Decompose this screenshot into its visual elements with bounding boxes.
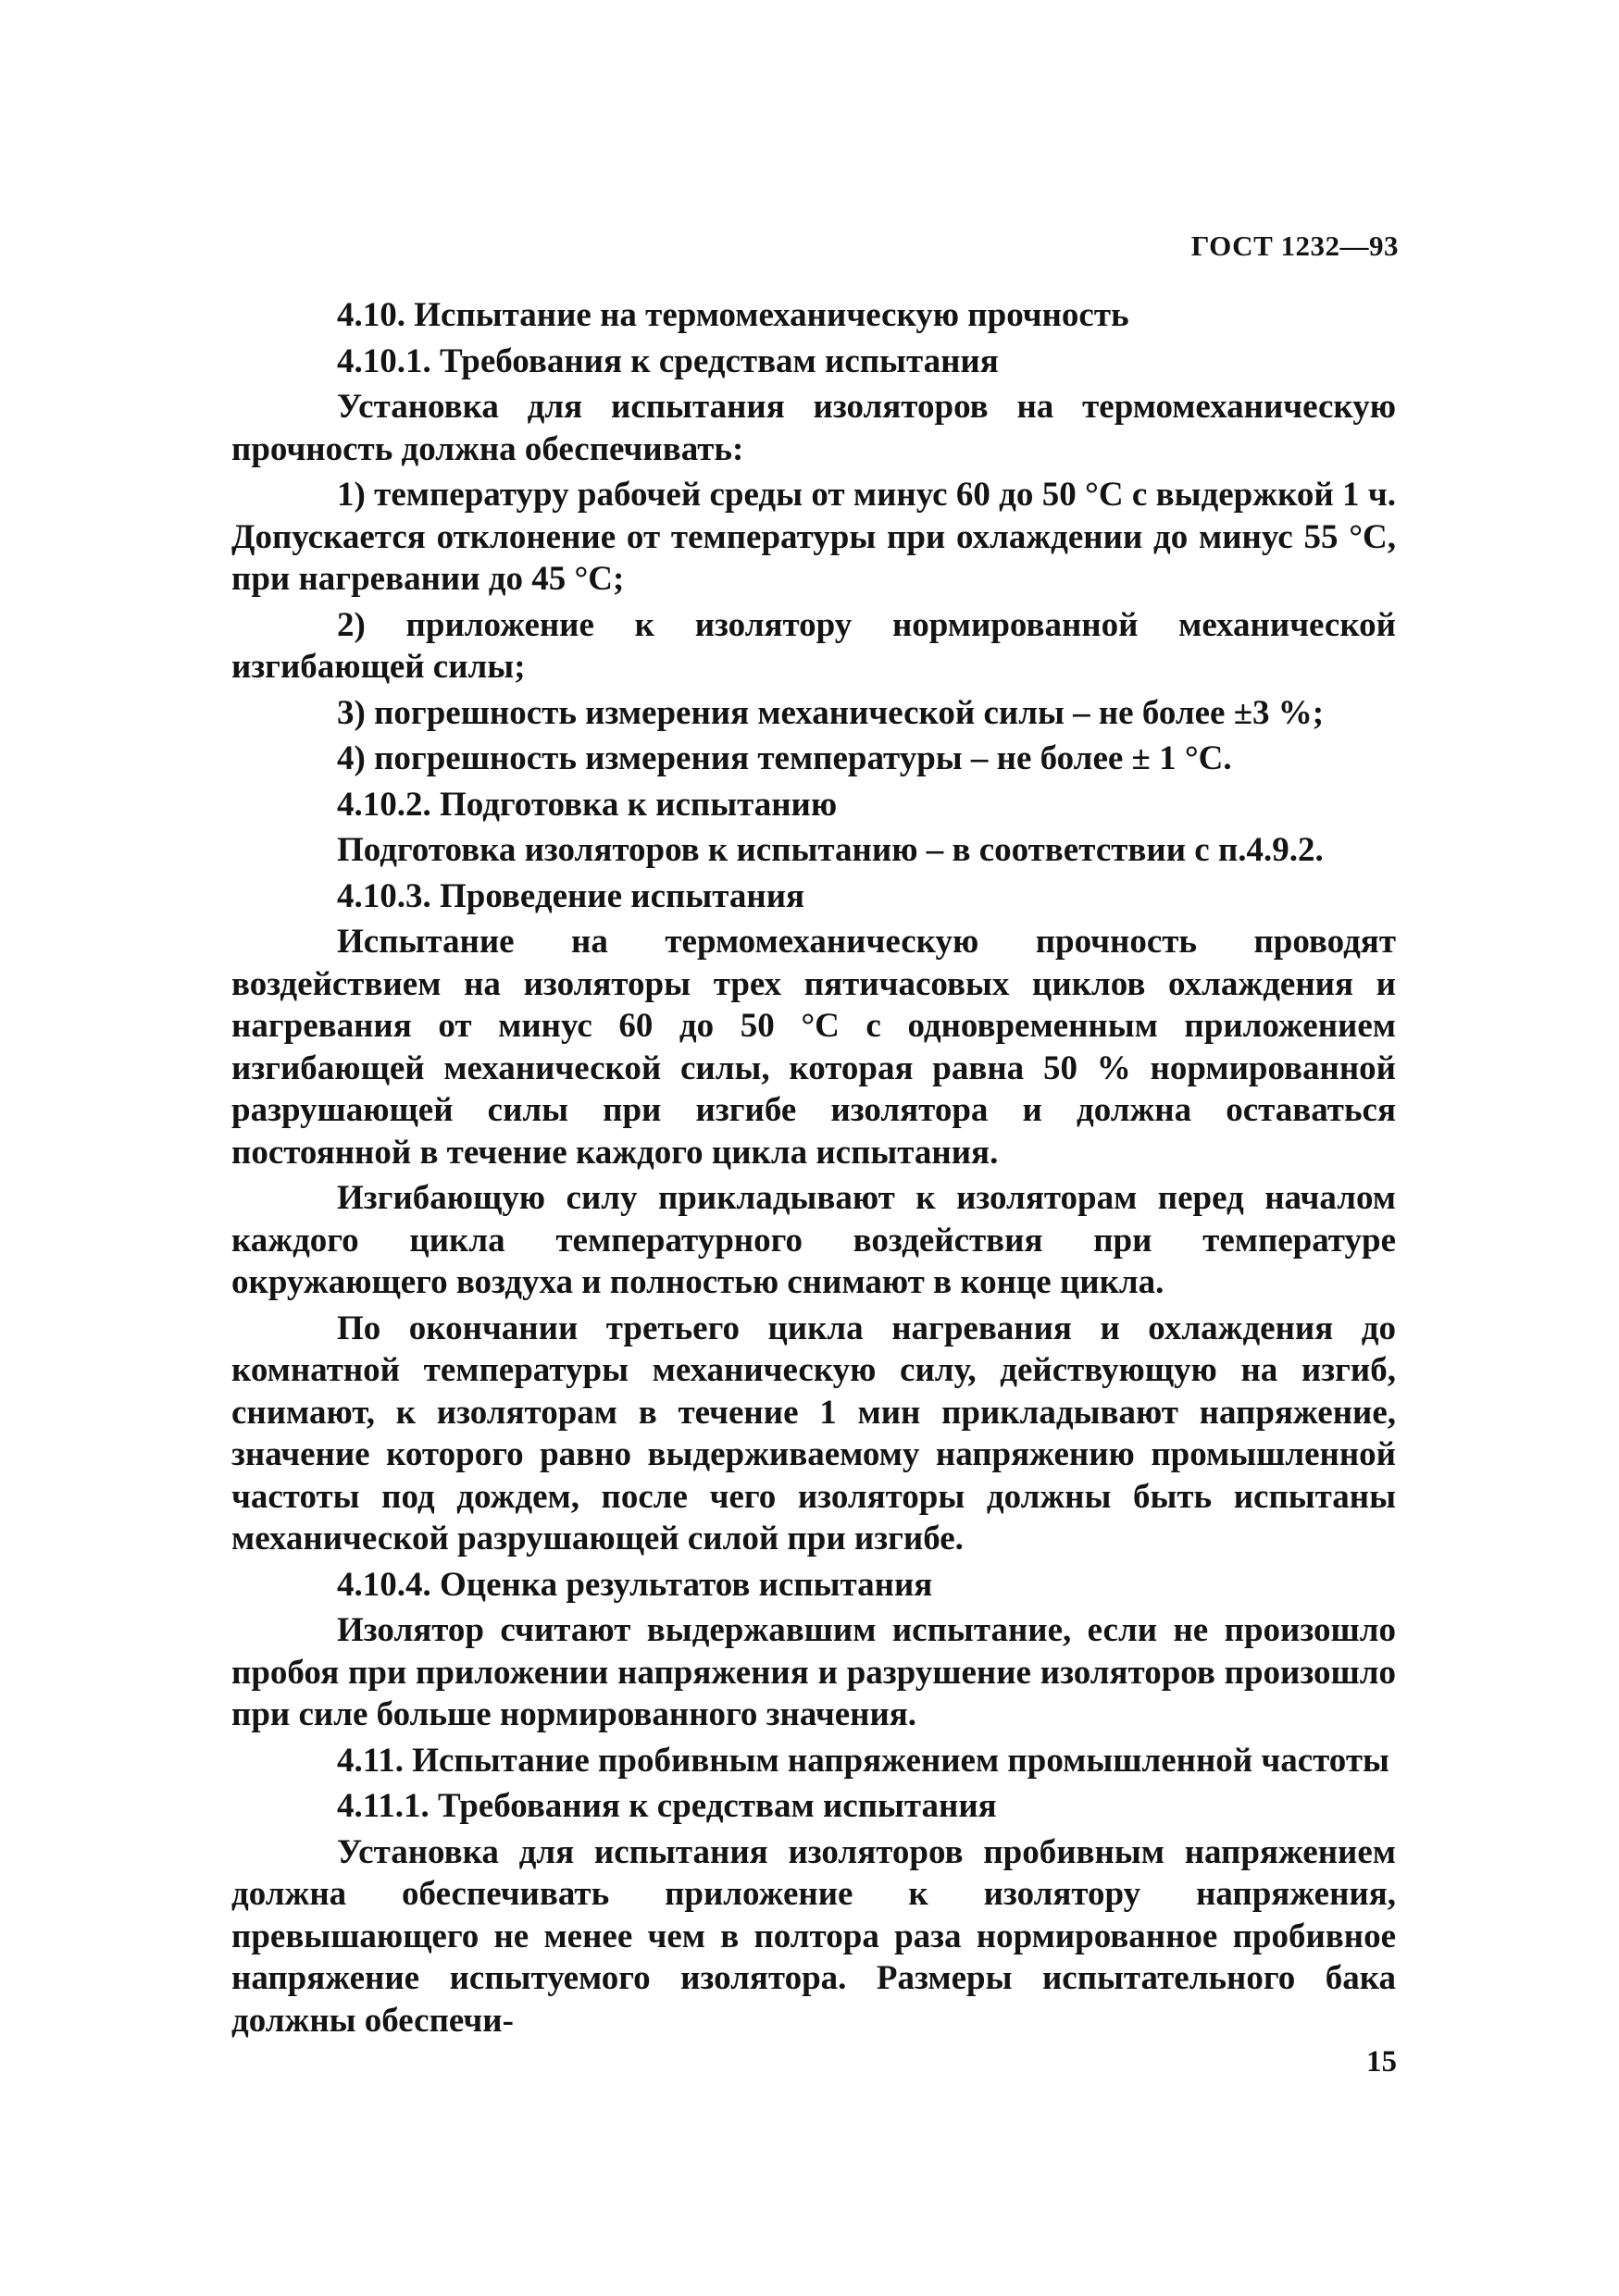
list-item-1-temperature: 1) температуру рабочей среды от минус 60 до 50 °C с выдержкой 1 ч. Допускается отклонение от температуры при охлаждении до минус 55 °C, при нагревании до 45 °C; [231,476,1396,598]
subsection-heading-4-10-3: 4.10.3. Проведение испытания [337,876,805,915]
document-code-header: ГОСТ 1232—93 [1190,230,1399,262]
paragraph-installation-requirements: Установка для испытания изоляторов на термомеханическую прочность должна обеспечивать: [231,388,1396,468]
section-heading-4-11: 4.11. Испытание пробивным напряжением промышленной частоты [337,1741,1389,1780]
section-heading-4-10: 4.10. Испытание на термомеханическую прочность [337,296,1129,334]
page-number: 15 [1366,2045,1397,2079]
subsection-heading-4-10-2: 4.10.2. Подготовка к испытанию [337,785,838,824]
paragraph-breakdown-installation: Установка для испытания изоляторов пробивным напряжением должна обеспечивать приложение к изолятору напряжения, превышающего не менее чем в полтора раза нормированное пробивное напряжение испытуемого изолятора. Размеры испытательного бака должны обеспечи- [231,1832,1396,2040]
paragraph-evaluation: Изолятор считают выдержавшим испытание, если не произошло пробоя при приложении напряжения и разрушение изоляторов произошло при силе больше нормированного значения. [231,1611,1396,1733]
list-item-2-bending-force: 2) приложение к изолятору нормированной механической изгибающей силы; [231,605,1396,686]
subsection-heading-4-11-1: 4.11.1. Требования к средствам испытания [337,1787,997,1825]
list-item-3-force-error: 3) погрешность измерения механической силы – не более ±3 %; [337,693,1325,732]
paragraph-after-third-cycle: По окончании третьего цикла нагревания и охлаждения до комнатной температуры механическую силу, действующую на изгиб, снимают, к изоляторам в течение 1 мин прикладывают напряжение, значение которого равно выдерживаемому напряжению промышленной частоты под дождем, после чего изоляторы должны быть испытаны механической разрушающей силой при изгибе. [231,1309,1396,1558]
list-item-4-temperature-error: 4) погрешность измерения температуры – не более ± 1 °C. [337,739,1232,777]
page-body [231,294,1396,2042]
subsection-heading-4-10-4: 4.10.4. Оценка результатов испытания [337,1565,933,1604]
paragraph-preparation: Подготовка изоляторов к испытанию – в соответствии с п.4.9.2. [337,831,1324,869]
paragraph-test-procedure: Испытание на термомеханическую прочность проводят воздействием на изоляторы трех пятичасовых циклов охлаждения и нагревания от минус 60 до 50 °C с одновременным приложением изгибающей механической силы, которая равна 50 % нормированной разрушающей силы при изгибе изолятора и должна оставаться постоянной в течение каждого цикла испытания. [231,923,1396,1172]
subsection-heading-4-10-1: 4.10.1. Требования к средствам испытания [337,341,999,380]
paragraph-bending-force-application: Изгибающую силу прикладывают к изоляторам перед началом каждого цикла температурного воздействия при температуре окружающего воздуха и полностью снимают в конце цикла. [231,1179,1396,1301]
